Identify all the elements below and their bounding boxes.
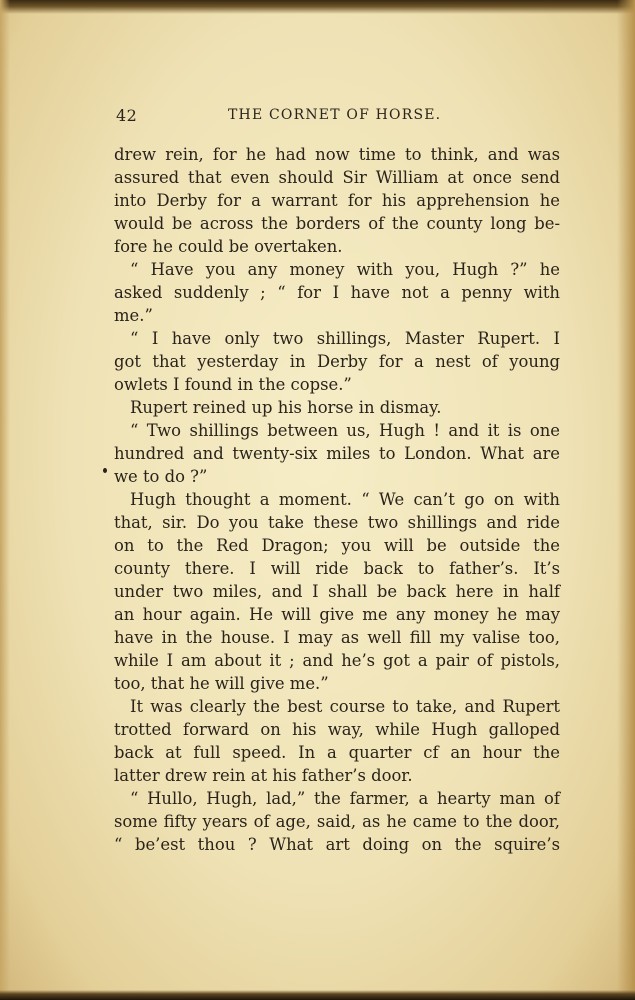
text-line: into Derby for a warrant for his apprehension he: [114, 191, 560, 210]
text-line: while I am about it ; and he’s got a pair of pistols,: [114, 651, 560, 670]
text-line: have in the house. I may as well fill my valise too,: [114, 628, 560, 647]
text-line: “ Hullo, Hugh, lad,” the farmer, a hearty man of: [130, 789, 560, 808]
text-line: “ I have only two shillings, Master Rupert. I: [130, 329, 560, 348]
page-top-shadow: [0, 0, 635, 14]
text-line: Rupert reined up his horse in dismay.: [130, 398, 442, 417]
text-line: assured that even should Sir William at once send: [114, 168, 560, 187]
text-line: under two miles, and I shall be back here in half: [114, 582, 560, 601]
text-line: Hugh thought a moment. “ We can’t go on with: [130, 490, 560, 509]
text-line: would be across the borders of the county long be-: [114, 214, 560, 233]
page-bottom-shadow: [0, 990, 635, 1000]
text-line: we to do ?”: [114, 467, 208, 486]
text-line: an hour again. He will give me any money he may: [114, 605, 560, 624]
text-line: that, sir. Do you take these two shillings and ride: [114, 513, 560, 532]
page-left-edge: [0, 0, 10, 1000]
text-line: drew rein, for he had now time to think, and was: [114, 145, 560, 164]
body-text: [114, 143, 560, 856]
page-number: 42: [116, 106, 138, 125]
ink-speck: [103, 468, 107, 473]
text-line: “ Two shillings between us, Hugh ! and it is one: [130, 421, 560, 440]
text-line: back at full speed. In a quarter cf an hour the: [114, 743, 560, 762]
text-line: fore he could be overtaken.: [114, 237, 343, 256]
text-line: got that yesterday in Derby for a nest of young: [114, 352, 560, 371]
running-title: THE CORNET OF HORSE.: [228, 107, 442, 123]
text-line: “ be’est thou ? What art doing on the squire’s: [114, 835, 560, 854]
text-line: owlets I found in the copse.”: [114, 375, 352, 394]
page-header: [116, 106, 560, 128]
text-line: hundred and twenty-six miles to London. What are: [114, 444, 560, 463]
text-line: “ Have you any money with you, Hugh ?” he: [130, 260, 560, 279]
text-line: It was clearly the best course to take, and Rupert: [130, 697, 560, 716]
text-line: some fifty years of age, said, as he came to the door,: [114, 812, 560, 831]
text-line: trotted forward on his way, while Hugh galloped: [114, 720, 560, 739]
text-line: me.”: [114, 306, 153, 325]
text-line: on to the Red Dragon; you will be outside the: [114, 536, 560, 555]
page-right-edge: [617, 0, 635, 1000]
text-line: asked suddenly ; “ for I have not a penny with: [114, 283, 560, 302]
text-line: latter drew rein at his father’s door.: [114, 766, 413, 785]
text-line: too, that he will give me.”: [114, 674, 329, 693]
text-line: county there. I will ride back to father’s. It’s: [114, 559, 560, 578]
